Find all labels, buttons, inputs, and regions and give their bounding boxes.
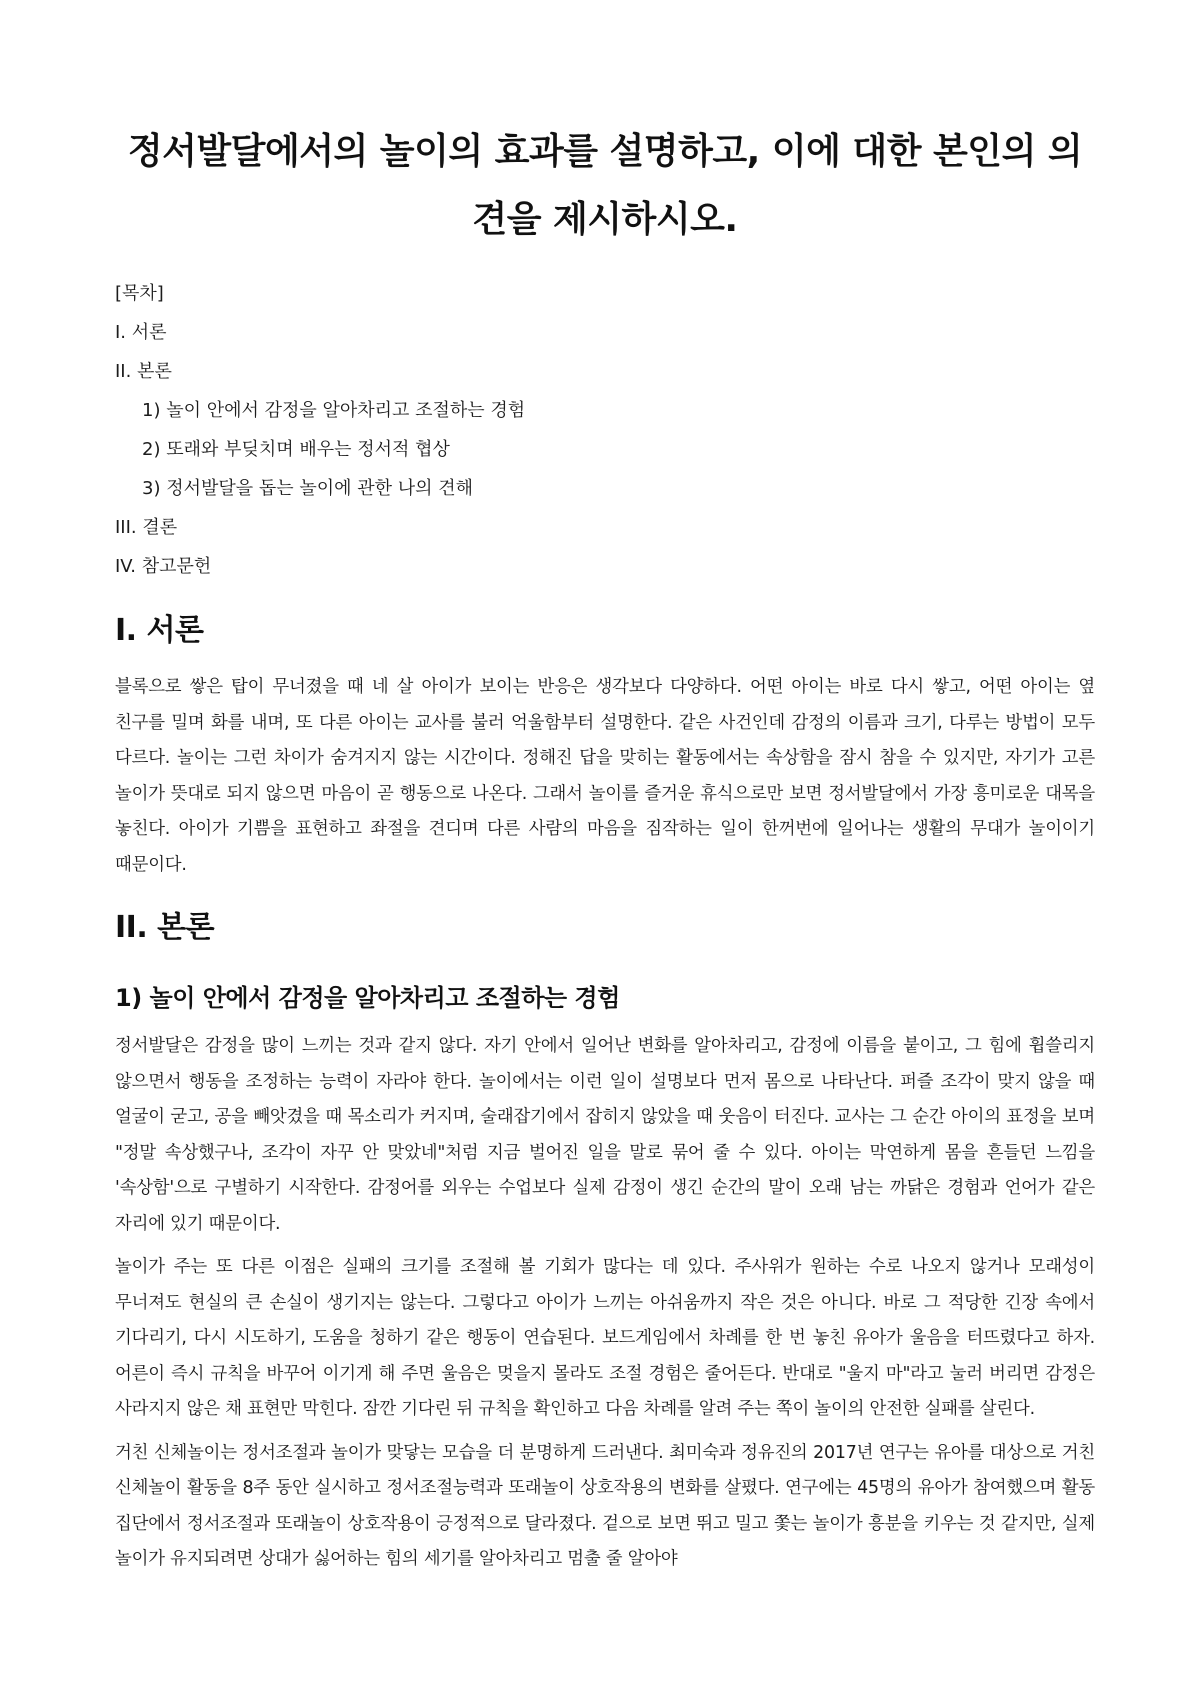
toc-item: 2) 또래와 부딪치며 배우는 정서적 협상 — [142, 439, 450, 460]
paragraph: 놀이가 주는 또 다른 이점은 실패의 크기를 조절해 볼 기회가 많다는 데 있다. 주사위가 원하는 수로 나오지 않거나 모래성이 무너져도 현실의 큰 손실이 생기지는 않는다. 그렇다고 아이가 느끼는 아쉬움까지 작은 것은 아니다. 바로 그 적당한 긴장 속에서 기다리기, 다시 시도하기, 도움을 청하기 같은 행동이 연습된다. 보드게임에서 차례를 한 번 놓친 유아가 울음을 터뜨렸다고 하자. 어른이 즉시 규칙을 바꾸어 이기게 해 주면 울음은 멎을지 몰라도 조절 경험은 줄어든다. 반대로 "울지 마"라고 눌러 버리면 감정은 사라지지 않은 채 표현만 막힌다. 잠깐 기다린 뒤 규칙을 확인하고 다음 차례를 알려 주는 쪽이 놀이의 안전한 실패를 살린다. — [115, 1257, 1095, 1419]
toc-item: III. 결론 — [115, 517, 178, 538]
table-of-contents — [115, 274, 1095, 586]
toc-item: 3) 정서발달을 돕는 놀이에 관한 나의 견해 — [142, 478, 474, 499]
document-page — [115, 0, 1095, 1586]
toc-item: I. 서론 — [115, 322, 167, 343]
paragraph: 거친 신체놀이는 정서조절과 놀이가 맞닿는 모습을 더 분명하게 드러낸다. 최미숙과 정유진의 2017년 연구는 유아를 대상으로 거친 신체놀이 활동을 8주 동안 실시하고 정서조절능력과 또래놀이 상호작용의 변화를 살폈다. 연구에는 45명의 유아가 참여했으며 활동 집단에서 정서조절과 또래놀이 상호작용이 긍정적으로 달라졌다. 겉으로 보면 뛰고 밀고 쫓는 놀이가 흥분을 키우는 것 같지만, 실제 놀이가 유지되려면 상대가 싫어하는 힘의 세기를 알아차리고 멈출 줄 알아야 — [115, 1442, 1095, 1569]
toc-item: II. 본론 — [115, 361, 172, 382]
paragraph: 정서발달은 감정을 많이 느끼는 것과 같지 않다. 자기 안에서 일어난 변화를 알아차리고, 감정에 이름을 붙이고, 그 힘에 휩쓸리지 않으면서 행동을 조정하는 능력이 자라야 한다. 놀이에서는 이런 일이 설명보다 먼저 몸으로 나타난다. 퍼즐 조각이 맞지 않을 때 얼굴이 굳고, 공을 빼앗겼을 때 목소리가 커지며, 술래잡기에서 잡히지 않았을 때 웃음이 터진다. 교사는 그 순간 아이의 표정을 보며 "정말 속상했구나, 조각이 자꾸 안 맞았네"처럼 지금 벌어진 일을 말로 묶어 줄 수 있다. 아이는 막연하게 몸을 흔들던 느낌을 '속상함'으로 구별하기 시작한다. 감정어를 외우는 수업보다 실제 감정이 생긴 순간의 말이 오래 남는 까닭은 경험과 언어가 같은 자리에 있기 때문이다. — [115, 1036, 1095, 1234]
toc-item: IV. 참고문헌 — [115, 556, 212, 577]
paragraph: 블록으로 쌓은 탑이 무너졌을 때 네 살 아이가 보이는 반응은 생각보다 다양하다. 어떤 아이는 바로 다시 쌓고, 어떤 아이는 옆 친구를 밀며 화를 내며, 또 다른 아이는 교사를 불러 억울함부터 설명한다. 같은 사건인데 감정의 이름과 크기, 다루는 방법이 모두 다르다. 놀이는 그런 차이가 숨겨지지 않는 시간이다. 정해진 답을 맞히는 활동에서는 속상함을 잠시 참을 수 있지만, 자기가 고른 놀이가 뜻대로 되지 않으면 마음이 곧 행동으로 나온다. 그래서 놀이를 즐거운 휴식으로만 보면 정서발달에서 가장 흥미로운 대목을 놓친다. 아이가 기쁨을 표현하고 좌절을 견디며 다른 사람의 마음을 짐작하는 일이 한꺼번에 일어나는 생활의 무대가 놀이이기 때문이다. — [115, 677, 1095, 875]
intro-section — [115, 608, 1095, 883]
body-section — [115, 905, 1095, 1578]
toc-heading: [목차] — [115, 283, 164, 304]
section-heading: II. 본론 — [115, 910, 215, 945]
toc-item: 1) 놀이 안에서 감정을 알아차리고 조절하는 경험 — [142, 400, 526, 421]
document-title: 정서발달에서의 놀이의 효과를 설명하고, 이에 대한 본인의 의견을 제시하시오. — [127, 131, 1083, 240]
section-heading: I. 서론 — [115, 613, 204, 648]
subsection-heading: 1) 놀이 안에서 감정을 알아차리고 조절하는 경험 — [115, 984, 620, 1012]
